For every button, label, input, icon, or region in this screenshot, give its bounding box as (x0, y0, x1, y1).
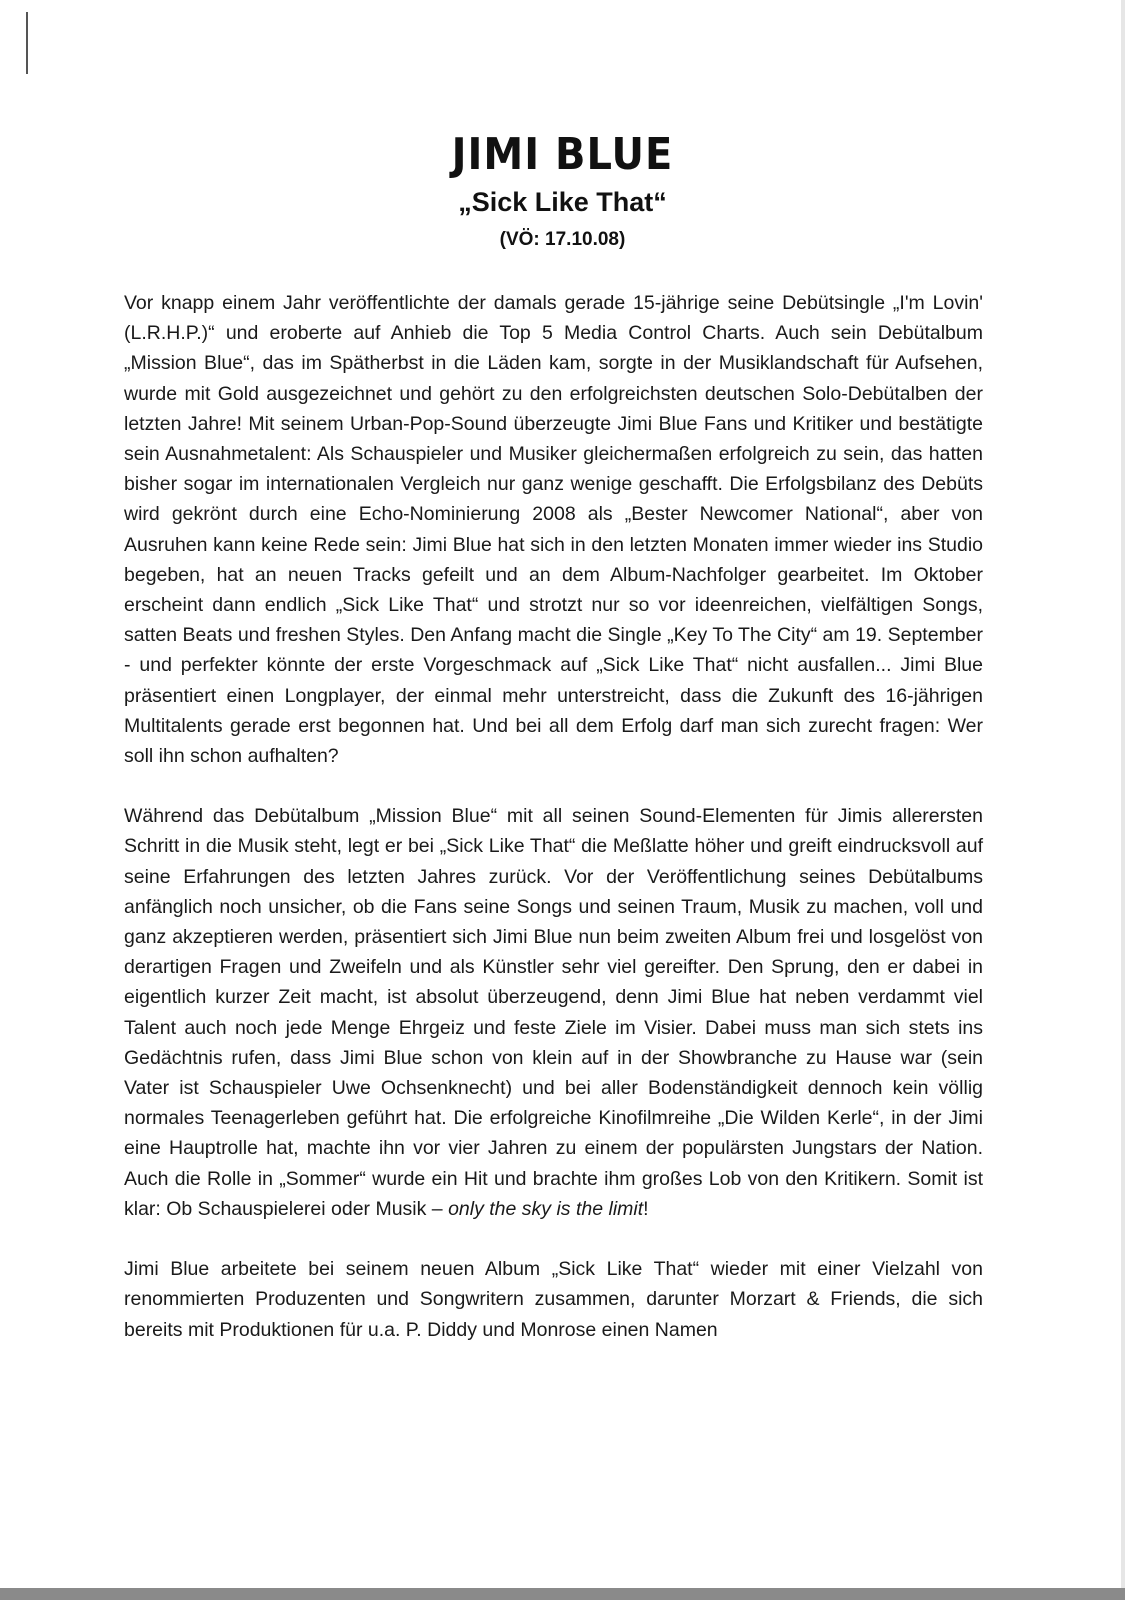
release-date: (VÖ: 17.10.08) (499, 229, 626, 250)
paragraph-2-italic: only the sky is the limit (448, 1197, 644, 1220)
paragraph-2-text: Während das Debütalbum „Mission Blue“ mit all seinen Sound-Elementen für Jimis allerersten Schritt in die Musik steht, legt er bei „Sick Like That“ die Meßlatte höher und greift eindrucksvoll auf seine Erfahrungen des letzten Jahres zurück. Vor der Veröffentlichung seines Debütalbums anfänglich noch unsicher, ob die Fans seine Songs und seinen Traum, Musik zu machen, voll und ganz akzeptieren werden, präsentiert sich Jimi Blue nun beim zweiten Album frei und losgelöst von derartigen Fragen und Zweifeln und als Künstler sehr viel gereifter. Den Sprung, den er dabei in eigentlich kurzer Zeit macht, ist absolut überzeugend, denn Jimi Blue hat neben verdammt viel Talent auch noch jede Menge Ehrgeiz und feste Ziele im Visier. Dabei muss man sich stets ins Gedächtnis rufen, dass Jimi Blue schon von klein auf in der Showbranche zu Hause war (sein Vater ist Schauspieler Uwe Ochsenknecht) und bei aller Bodenständigkeit dennoch kein völlig normales Teenagerleben geführt hat. Die erfolgreiche Kinofilmreihe „Die Wilden Kerle“, in der Jimi eine Hauptrolle hat, machte ihn vor vier Jahren zu einem der populärsten Jungstars der Nation. Auch die Rolle in „Sommer“ wurde ein Hit und brachte ihm großes Lob von den Kritikern. Somit ist klar: Ob Schauspielerei oder Musik – (124, 805, 983, 1220)
document-body (124, 288, 983, 1345)
paragraph-3: Jimi Blue arbeitete bei seinem neuen Album „Sick Like That“ wieder mit einer Vielzahl von renommierten Produzenten und Songwritern zusammen, darunter Morzart & Friends, die sich bereits mit Produktionen für u.a. P. Diddy und Monrose einen Namen (124, 1258, 983, 1341)
document-header (0, 132, 1125, 254)
album-title: „Sick Like That“ (458, 187, 667, 217)
paragraph-1: Vor knapp einem Jahr veröffentlichte der damals gerade 15-jährige seine Debütsingle „I'm Lovin' (L.R.H.P.)“ und eroberte auf Anhieb die Top 5 Media Control Charts. Auch sein Debütalbum „Mission Blue“, das im Spätherbst in die Läden kam, sorgte in der Musiklandschaft für Aufsehen, wurde mit Gold ausgezeichnet und gehört zu den erfolgreichsten deutschen Solo-Debütalben der letzten Jahre! Mit seinem Urban-Pop-Sound überzeugte Jimi Blue Fans und Kritiker und bestätigte sein Ausnahmetalent: Als Schauspieler und Musiker gleichermaßen erfolgreich zu sein, das hatten bisher sogar im internationalen Vergleich nur ganz wenige geschafft. Die Erfolgsbilanz des Debüts wird gekrönt durch eine Echo-Nominierung 2008 als „Bester Newcomer National“, aber von Ausruhen kann keine Rede sein: Jimi Blue hat sich in den letzten Monaten immer wieder ins Studio begeben, hat an neuen Tracks gefeilt und an dem Album-Nachfolger gearbeitet. Im Oktober erscheint dann endlich „Sick Like That“ und strotzt nur so vor ideenreichen, vielfältigen Songs, satten Beats und freshen Styles. Den Anfang macht die Single „Key To The City“ am 19. September - und perfekter könnte der erste Vorgeschmack auf „Sick Like That“ nicht ausfallen... Jimi Blue präsentiert einen Longplayer, der einmal mehr unterstreicht, dass die Zukunft des 16-jährigen Multitalents gerade erst begonnen hat. Und bei all dem Erfolg darf man sich zurecht fragen: Wer soll ihn schon aufhalten? (124, 292, 983, 768)
scan-bottom-band (0, 1588, 1125, 1600)
scan-margin-mark (26, 12, 28, 74)
paragraph-2-end: ! (643, 1197, 649, 1220)
artist-title: JIMI BLUE (451, 130, 674, 180)
paragraph-2 (124, 801, 983, 1224)
